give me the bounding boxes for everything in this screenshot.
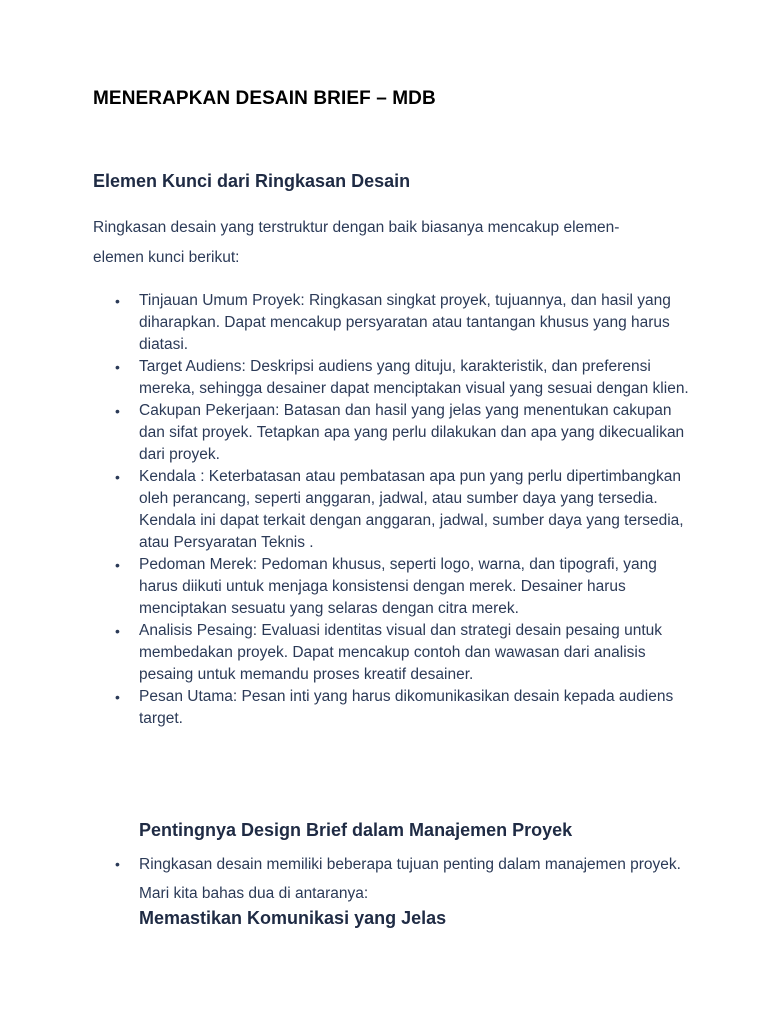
list-item [93,290,693,356]
list-item-text: Target Audiens: Deskripsi audiens yang dituju, karakteristik, dan preferensi mereka, sehingga desainer dapat menciptakan visual yang sesuai dengan klien. [139,358,689,397]
bullet-icon: • [115,689,120,705]
bullet-icon: • [115,293,120,309]
bullet-icon: • [115,557,120,573]
bullet-icon: • [115,403,120,419]
list-item [93,620,693,686]
bullet-icon: • [115,623,120,639]
list-item [93,466,693,554]
list-item-text: Cakupan Pekerjaan: Batasan dan hasil yang jelas yang menentukan cakupan dan sifat proyek. Tetapkan apa yang perlu dilakukan dan apa yang dikecualikan dari proyek. [139,402,685,463]
list-item [93,356,693,400]
list-item-text: Ringkasan desain memiliki beberapa tujuan penting dalam manajemen proyek. Mari kita bahas dua di antaranya: [139,856,681,902]
section-heading: Elemen Kunci dari Ringkasan Desain [93,171,411,191]
bullet-icon: • [115,856,120,872]
list-item [93,400,693,466]
bullet-icon: • [115,469,120,485]
list-item-text: Tinjauan Umum Proyek: Ringkasan singkat proyek, tujuannya, dan hasil yang diharapkan. Dapat mencakup persyaratan atau tantangan khusus yang harus diatasi. [139,292,671,353]
list-item [93,850,693,908]
subheading-importance: Pentingnya Design Brief dalam Manajemen Proyek [139,820,573,840]
list-item-text: Pedoman Merek: Pedoman khusus, seperti logo, warna, dan tipografi, yang harus diikuti untuk menjaga konsistensi dengan merek. Desainer harus menciptakan sesuatu yang selaras dengan citra merek. [139,556,657,617]
bullet-icon: • [115,359,120,375]
importance-list [93,850,693,908]
key-elements-list [93,290,693,730]
list-item-text: Pesan Utama: Pesan inti yang harus dikomunikasikan desain kepada audiens target. [139,688,674,727]
subheading-communication: Memastikan Komunikasi yang Jelas [139,908,447,928]
list-item-text: Kendala : Keterbatasan atau pembatasan apa pun yang perlu dipertimbangkan oleh perancang, seperti anggaran, jadwal, atau sumber daya yang tersedia. Kendala ini dapat terkait dengan anggaran, jadwal, sumber daya yang tersedia, atau Persyaratan Teknis . [139,468,684,551]
list-item [93,554,693,620]
intro-paragraph: Ringkasan desain yang terstruktur dengan baik biasanya mencakup elemen-elemen kunci berikut: [93,219,620,266]
document-title: MENERAPKAN DESAIN BRIEF – MDB [93,88,436,109]
list-item [93,686,693,730]
list-item-text: Analisis Pesaing: Evaluasi identitas visual dan strategi desain pesaing untuk membedakan proyek. Dapat mencakup contoh dan wawasan dari analisis pesaing untuk memandu proses kreatif desainer. [139,622,663,683]
